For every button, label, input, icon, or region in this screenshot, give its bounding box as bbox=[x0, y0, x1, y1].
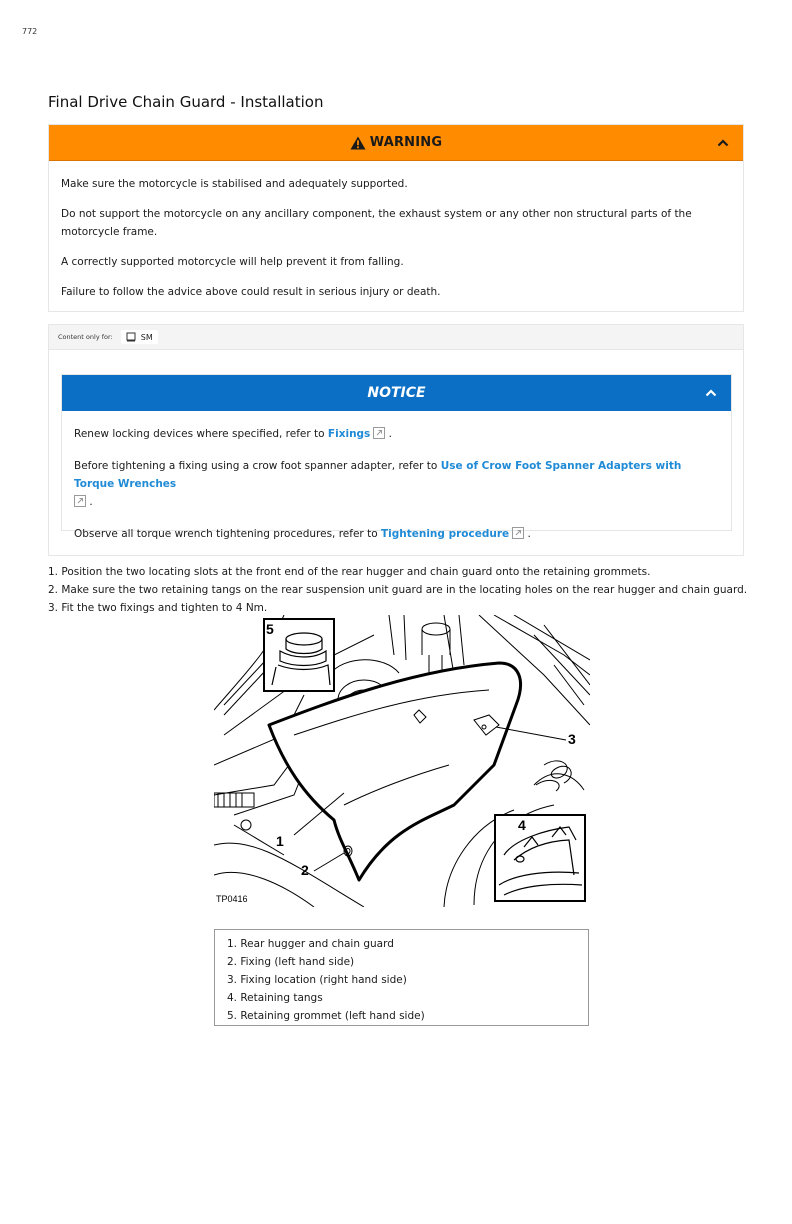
external-link-icon[interactable] bbox=[512, 527, 524, 545]
legend-item: 5. Retaining grommet (left hand side) bbox=[227, 1010, 425, 1022]
warning-paragraph: Failure to follow the advice above could result in serious injury or death. bbox=[61, 286, 441, 298]
chain-guard-illustration bbox=[214, 615, 590, 907]
external-link-icon[interactable] bbox=[74, 495, 86, 513]
content-only-section bbox=[48, 324, 744, 556]
notice-text: . bbox=[527, 528, 531, 540]
notice-body bbox=[62, 411, 731, 545]
warning-collapse-button[interactable] bbox=[715, 135, 731, 151]
line-drawing bbox=[214, 615, 590, 907]
legend-item: 2. Fixing (left hand side) bbox=[227, 956, 355, 968]
sm-chip-label: SM bbox=[140, 332, 153, 342]
warning-body bbox=[49, 161, 743, 301]
content-only-bar bbox=[49, 325, 743, 350]
legend-item: 1. Rear hugger and chain guard bbox=[227, 938, 394, 950]
legend-item: 4. Retaining tangs bbox=[227, 992, 323, 1004]
procedure-step: 3. Fit the two fixings and tighten to 4 Nm. bbox=[48, 602, 268, 614]
notice-heading: NOTICE bbox=[367, 385, 426, 401]
notice-text: Renew locking devices where specified, refer to bbox=[74, 428, 328, 440]
notice-text: . bbox=[388, 428, 392, 440]
notice-text: Observe all torque wrench tightening procedures, refer to bbox=[74, 528, 381, 540]
sm-chip[interactable] bbox=[121, 330, 158, 344]
callout-2: 2 bbox=[301, 862, 309, 878]
page-title: Final Drive Chain Guard - Installation bbox=[48, 93, 324, 111]
warning-header[interactable] bbox=[49, 125, 743, 161]
content-only-label: Content only for: bbox=[58, 333, 113, 341]
crow-foot-link[interactable]: Use of Crow Foot Spanner Adapters with Torque Wrenches bbox=[74, 460, 682, 490]
tightening-procedure-link[interactable]: Tightening procedure bbox=[380, 528, 510, 540]
notice-paragraph bbox=[74, 457, 719, 513]
notice-header[interactable] bbox=[62, 375, 731, 411]
notice-collapse-button[interactable] bbox=[703, 385, 719, 401]
procedure-steps bbox=[48, 563, 748, 617]
chevron-up-icon bbox=[705, 389, 717, 397]
notice-text: . bbox=[89, 496, 93, 508]
legend-item: 3. Fixing location (right hand side) bbox=[227, 974, 407, 986]
procedure-step: 1. Position the two locating slots at the front end of the rear hugger and chain guard onto the retaining grommets. bbox=[48, 566, 651, 578]
callout-3: 3 bbox=[568, 731, 576, 747]
notice-paragraph bbox=[74, 525, 719, 545]
warning-triangle-icon bbox=[350, 136, 366, 150]
warning-paragraph: Make sure the motorcycle is stabilised and adequately supported. bbox=[61, 178, 408, 190]
procedure-step: 2. Make sure the two retaining tangs on the rear suspension unit guard are in the locating holes on the rear hugger and chain guard. bbox=[48, 584, 748, 596]
book-icon bbox=[126, 332, 136, 342]
fixings-link[interactable]: Fixings bbox=[327, 428, 371, 440]
warning-heading-text: WARNING bbox=[369, 135, 443, 150]
notice-text: Before tightening a fixing using a crow foot spanner adapter, refer to bbox=[74, 460, 441, 472]
warning-paragraph: A correctly supported motorcycle will help prevent it from falling. bbox=[61, 256, 404, 268]
notice-paragraph bbox=[74, 425, 719, 445]
warning-paragraph: Do not support the motorcycle on any ancillary component, the exhaust system or any other non structural parts of the motorcycle frame. bbox=[61, 208, 692, 238]
figure-legend bbox=[214, 929, 589, 1026]
callout-5: 5 bbox=[266, 621, 274, 637]
warning-panel bbox=[48, 124, 744, 312]
notice-panel bbox=[61, 374, 732, 540]
chevron-up-icon bbox=[717, 139, 729, 147]
callout-1: 1 bbox=[276, 833, 284, 849]
external-link-icon[interactable] bbox=[373, 427, 385, 445]
callout-4: 4 bbox=[518, 817, 526, 833]
warning-heading bbox=[350, 135, 443, 150]
figure-code: TP0416 bbox=[216, 894, 248, 904]
page-number: 772 bbox=[22, 27, 38, 36]
